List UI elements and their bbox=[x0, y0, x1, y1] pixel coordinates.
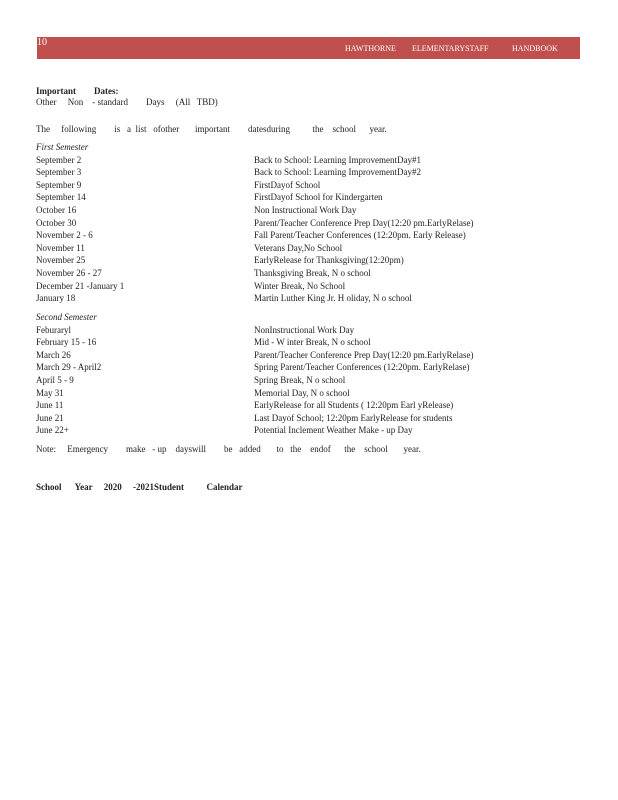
row-event: Veterans Day,No School bbox=[254, 242, 343, 253]
row-date: Feburaryl bbox=[36, 324, 71, 335]
row-event: Non Instructional Work Day bbox=[254, 204, 357, 215]
first-semester-label: First Semester bbox=[36, 142, 89, 152]
row-event: Back to School: Learning ImprovementDay#1 bbox=[254, 154, 421, 165]
row-date: March 29 - April2 bbox=[36, 362, 102, 373]
row-date: September 9 bbox=[36, 179, 82, 190]
row-date: September 3 bbox=[36, 167, 82, 178]
date-row bbox=[36, 179, 321, 192]
date-row bbox=[36, 217, 474, 230]
header-handbook-label: HANDBOOK bbox=[512, 44, 558, 53]
intro-text: The following is a list ofother important datesduring the school year. bbox=[36, 124, 387, 134]
date-row bbox=[36, 361, 470, 374]
row-event: Martin Luther King Jr. H oliday, N o school bbox=[254, 293, 412, 304]
date-row bbox=[36, 399, 454, 412]
row-event: Fall Parent/Teacher Conferences (12:20pm. Early Release) bbox=[254, 230, 466, 241]
second-semester-list bbox=[36, 311, 474, 437]
row-date: September 2 bbox=[36, 154, 82, 165]
row-date: January 18 bbox=[36, 293, 76, 304]
row-date: November 11 bbox=[36, 242, 85, 253]
date-row bbox=[36, 229, 466, 242]
date-row bbox=[36, 166, 421, 179]
row-event: Parent/Teacher Conference Prep Day(12:20 pm.EarlyRelase) bbox=[254, 349, 474, 360]
row-event: Mid - W inter Break, N o school bbox=[254, 337, 371, 348]
row-date: November 26 - 27 bbox=[36, 267, 102, 278]
date-row bbox=[36, 292, 412, 305]
row-event: Memorial Day, N o school bbox=[254, 387, 350, 398]
header-bar bbox=[37, 37, 580, 59]
row-date: November 25 bbox=[36, 255, 86, 266]
row-event: Last Dayof School; 12:20pm EarlyRelease for students bbox=[254, 412, 453, 423]
date-row bbox=[36, 204, 357, 217]
row-event: Back to School: Learning ImprovementDay#2 bbox=[254, 167, 421, 178]
row-date: June 22+ bbox=[36, 425, 69, 436]
row-date: February 15 - 16 bbox=[36, 337, 97, 348]
date-row bbox=[36, 267, 371, 280]
section-subtitle: Other Non - standard Days (All TBD) bbox=[36, 97, 218, 107]
row-date: June 11 bbox=[36, 400, 64, 411]
header-school-name: HAWTHORNE bbox=[345, 44, 396, 53]
row-event: Potential Inclement Weather Make - up Day bbox=[254, 425, 413, 436]
row-date: September 14 bbox=[36, 192, 86, 203]
row-event: EarlyRelease for Thanksgiving(12:20pm) bbox=[254, 255, 404, 266]
row-date: December 21 -January 1 bbox=[36, 280, 125, 291]
row-date: June 21 bbox=[36, 412, 64, 423]
row-event: Thanksgiving Break, N o school bbox=[254, 267, 371, 278]
row-date: May 31 bbox=[36, 387, 64, 398]
row-event: NonInstructional Work Day bbox=[254, 324, 355, 335]
date-row bbox=[36, 254, 404, 267]
date-row bbox=[36, 336, 371, 349]
row-date: October 16 bbox=[36, 204, 77, 215]
date-row bbox=[36, 424, 413, 437]
calendar-title: School Year 2020 -2021Student Calendar bbox=[36, 482, 243, 492]
page-number: 10 bbox=[37, 37, 47, 48]
date-row bbox=[36, 374, 346, 387]
date-row bbox=[36, 412, 453, 425]
date-row bbox=[36, 242, 343, 255]
row-event: Spring Break, N o school bbox=[254, 374, 346, 385]
row-event: FirstDayof School bbox=[254, 179, 321, 190]
note-text: Note: Emergency make - up dayswill be added to the endof the school year. bbox=[36, 444, 421, 454]
row-date: April 5 - 9 bbox=[36, 374, 74, 385]
date-row bbox=[36, 349, 474, 362]
date-row bbox=[36, 324, 355, 337]
row-event: EarlyRelease for all Students ( 12:20pm Earl yRelease) bbox=[254, 400, 454, 411]
row-event: Spring Parent/Teacher Conferences (12:20pm. EarlyRelase) bbox=[254, 362, 470, 373]
second-semester-label: Second Semester bbox=[36, 312, 97, 322]
row-date: November 2 - 6 bbox=[36, 230, 93, 241]
header-staff-label: ELEMENTARYSTAFF bbox=[412, 44, 489, 53]
row-event: Parent/Teacher Conference Prep Day(12:20 pm.EarlyRelase) bbox=[254, 217, 474, 228]
row-date: October 30 bbox=[36, 217, 77, 228]
date-row bbox=[36, 387, 350, 400]
row-event: Winter Break, No School bbox=[254, 280, 346, 291]
date-row bbox=[36, 280, 346, 293]
date-row bbox=[36, 154, 421, 167]
date-row bbox=[36, 191, 383, 204]
row-event: FirstDayof School for Kindergarten bbox=[254, 192, 383, 203]
row-date: March 26 bbox=[36, 349, 71, 360]
first-semester-list bbox=[36, 141, 474, 305]
section-title: Important Dates: bbox=[36, 86, 119, 96]
